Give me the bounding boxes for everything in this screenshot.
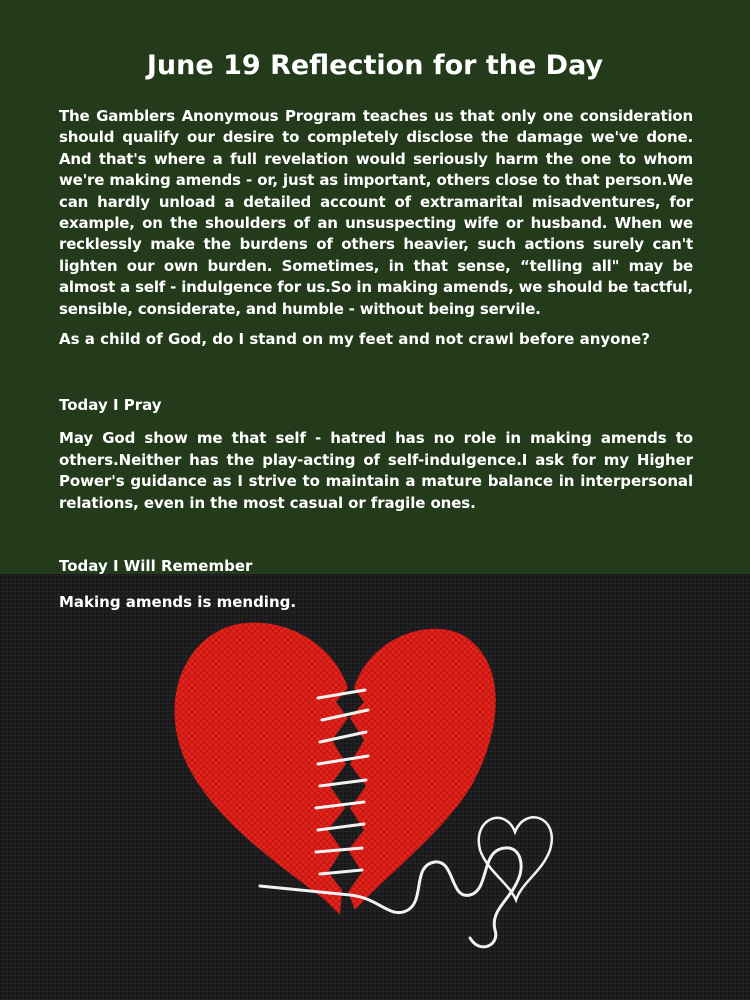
reflection-question: As a child of God, do I stand on my feet and not crawl before anyone? (59, 330, 651, 348)
today-i-pray-heading: Today I Pray (59, 396, 162, 414)
stitched-heart-image (150, 610, 580, 960)
today-i-will-remember-text: Making amends is mending. (59, 593, 297, 611)
heart-right-half-icon (348, 629, 496, 910)
today-i-will-remember-heading: Today I Will Remember (59, 557, 253, 575)
reflection-paragraph: The Gamblers Anonymous Program teaches us that only one consideration should qualify our desire to completely disclose the damage we've done. And that's where a full revelation would seriously harm the one to whom we're making amends - or, just as important, others close to that person.We can hardly unload a detailed account of extramarital misadventures, for example, on the shoulders of an unsuspecting wife or husband. When we recklessly make the burdens of others heavier, such actions surely can't lighten our own burden. Sometimes, in that sense, “telling all" may be almost a self - indulgence for us.So in making amends, we should be tactful, sensible, considerate, and humble - without being servile. (59, 107, 693, 318)
heart-left-half-icon (175, 622, 348, 915)
today-i-pray-text: May God show me that self - hatred has no role in making amends to others.Neither has the play-acting of self-indulgence.I ask for my Higher Power's guidance as I strive to maintain a mature balance in interpersonal relations, even in the most casual or fragile ones. (59, 429, 693, 512)
page-title: June 19 Reflection for the Day (146, 50, 604, 81)
